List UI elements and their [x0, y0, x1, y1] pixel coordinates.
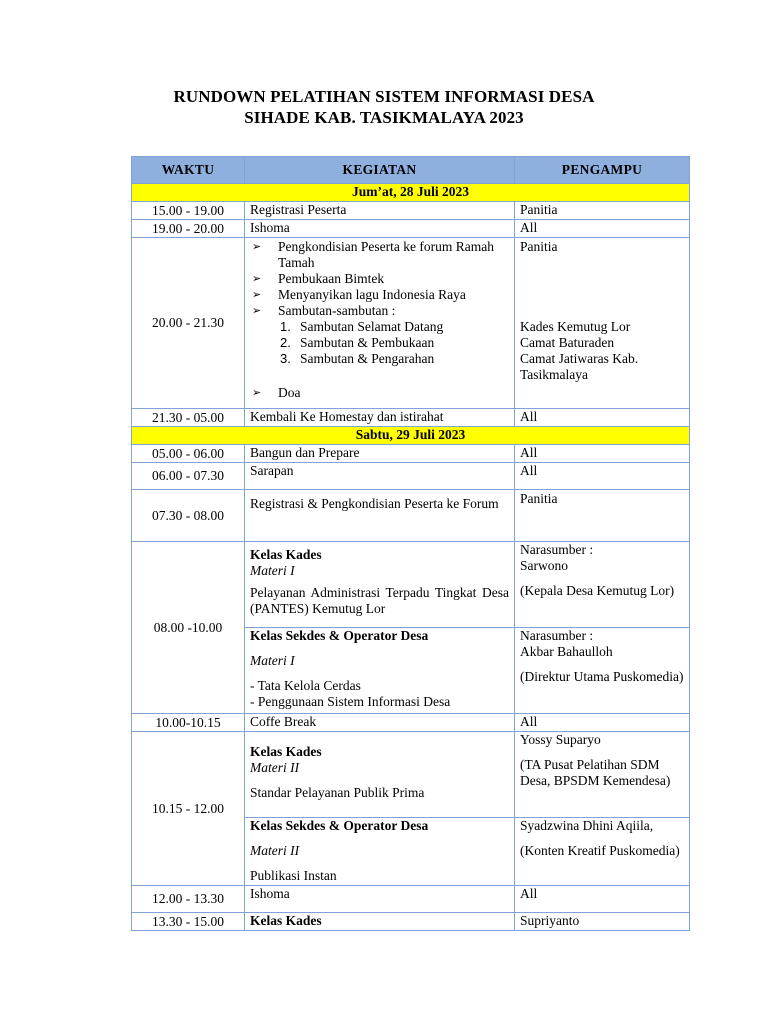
time-cell: 10.15 - 12.00: [132, 732, 245, 886]
list-item: [250, 303, 509, 367]
table-row: [132, 445, 690, 463]
day-label: Jum’at, 28 Juli 2023: [132, 184, 690, 202]
class-heading: Kelas Kades: [250, 547, 322, 562]
day-label: Sabtu, 29 Juli 2023: [132, 427, 690, 445]
activity-cell: [245, 542, 515, 628]
list-item: ➢ Pengkondisian Peserta ke forum Ramah Tamah: [250, 239, 509, 271]
time-cell: 19.00 - 20.00: [132, 220, 245, 238]
time-cell: 15.00 - 19.00: [132, 202, 245, 220]
class-heading: Kelas Sekdes & Operator Desa: [250, 818, 429, 833]
speech-list: [250, 319, 509, 367]
speaker-line: Sarwono: [520, 558, 568, 573]
speaker-cell: Panitia: [515, 490, 690, 542]
header-waktu: WAKTU: [132, 157, 245, 184]
activity-list: [250, 239, 509, 401]
activity-cell: Coffe Break: [245, 714, 515, 732]
list-item: ➢ Doa: [250, 385, 509, 401]
speaker-cell: [515, 542, 690, 628]
activity-cell: Bangun dan Prepare: [245, 445, 515, 463]
day-row-saturday: [132, 427, 690, 445]
speaker-line: Camat Jatiwaras Kab. Tasikmalaya: [520, 351, 639, 382]
rundown-table: [131, 156, 690, 931]
activity-cell: [245, 238, 515, 409]
table-row: [132, 409, 690, 427]
header-pengampu: PENGAMPU: [515, 157, 690, 184]
document-title-line1: RUNDOWN PELATIHAN SISTEM INFORMASI DESA: [173, 87, 595, 106]
speaker-line: Akbar Bahaulloh: [520, 644, 613, 659]
table-row: [132, 542, 690, 628]
table-row: [132, 463, 690, 490]
speaker-line: Kades Kemutug Lor: [520, 319, 631, 334]
time-cell: 12.00 - 13.30: [132, 886, 245, 913]
table-row: [132, 220, 690, 238]
speaker-cell: [515, 628, 690, 714]
header-kegiatan: KEGIATAN: [245, 157, 515, 184]
time-cell: 13.30 - 15.00: [132, 913, 245, 931]
activity-cell: Ishoma: [245, 886, 515, 913]
table-row: [132, 238, 690, 409]
material-description: Publikasi Instan: [250, 868, 337, 883]
activity-cell: Sarapan: [245, 463, 515, 490]
activity-cell: Registrasi Peserta: [245, 202, 515, 220]
day-row-friday: [132, 184, 690, 202]
activity-cell: [245, 628, 515, 714]
speaker-cell: All: [515, 463, 690, 490]
table-row: [132, 913, 690, 931]
list-item-label: Sambutan-sambutan :: [278, 303, 396, 318]
table-row: [132, 714, 690, 732]
time-cell: 05.00 - 06.00: [132, 445, 245, 463]
speaker-line: Panitia: [520, 239, 558, 254]
class-heading: Kelas Kades: [250, 744, 322, 759]
speaker-cell: Supriyanto: [515, 913, 690, 931]
time-cell: 07.30 - 08.00: [132, 490, 245, 542]
list-item: [250, 351, 509, 367]
list-item-label: Sambutan & Pembukaan: [300, 335, 435, 350]
speaker-line: (TA Pusat Pelatihan SDM Desa, BPSDM Kemendesa): [520, 757, 671, 788]
speaker-line: Yossy Suparyo: [520, 732, 601, 747]
time-cell: 06.00 - 07.30: [132, 463, 245, 490]
list-number: 3.: [280, 351, 291, 366]
table-row: [132, 490, 690, 542]
material-description: - Penggunaan Sistem Informasi Desa: [250, 694, 451, 709]
speaker-line: (Konten Kreatif Puskomedia): [520, 843, 680, 858]
list-number: 1.: [280, 319, 291, 334]
time-cell: 10.00-10.15: [132, 714, 245, 732]
speaker-line: Narasumber :: [520, 628, 594, 643]
list-item-label: Sambutan & Pengarahan: [300, 351, 435, 366]
table-row: [132, 732, 690, 818]
list-item: [250, 319, 509, 335]
class-heading: Kelas Sekdes & Operator Desa: [250, 628, 429, 643]
activity-cell: [245, 818, 515, 886]
table-header-row: [132, 157, 690, 184]
list-number: 2.: [280, 335, 291, 350]
activity-cell: Kembali Ke Homestay dan istirahat: [245, 409, 515, 427]
time-cell: 08.00 -10.00: [132, 542, 245, 714]
list-item: ➢ Menyanyikan lagu Indonesia Raya: [250, 287, 509, 303]
activity-cell: Kelas Kades: [245, 913, 515, 931]
speaker-cell: All: [515, 409, 690, 427]
speaker-cell: All: [515, 445, 690, 463]
material-description: - Tata Kelola Cerdas: [250, 678, 361, 693]
material-label: Materi I: [250, 563, 295, 578]
list-item: [250, 335, 509, 351]
speaker-line: Narasumber :: [520, 542, 594, 557]
speaker-cell: Panitia: [515, 202, 690, 220]
speaker-cell: All: [515, 220, 690, 238]
speaker-line: Syadzwina Dhini Aqiila,: [520, 818, 654, 833]
speaker-line: (Kepala Desa Kemutug Lor): [520, 583, 675, 598]
speaker-line: Camat Baturaden: [520, 335, 615, 350]
time-cell: 20.00 - 21.30: [132, 238, 245, 409]
material-label: Materi II: [250, 843, 300, 858]
material-description: Standar Pelayanan Publik Prima: [250, 785, 425, 800]
speaker-line: (Direktur Utama Puskomedia): [520, 669, 684, 684]
material-label: Materi I: [250, 653, 295, 668]
list-item-label: Sambutan Selamat Datang: [300, 319, 444, 334]
time-cell: 21.30 - 05.00: [132, 409, 245, 427]
material-label: Materi II: [250, 760, 300, 775]
activity-cell: [245, 732, 515, 818]
activity-cell: Registrasi & Pengkondisian Peserta ke Forum: [245, 490, 515, 542]
table-row: [132, 886, 690, 913]
document-title-line2: SIHADE KAB. TASIKMALAYA 2023: [244, 108, 524, 127]
table-row: [132, 202, 690, 220]
speaker-cell: All: [515, 886, 690, 913]
speaker-cell: [515, 732, 690, 818]
activity-cell: Ishoma: [245, 220, 515, 238]
material-description: Pelayanan Administrasi Terpadu Tingkat Desa (PANTES) Kemutug Lor: [250, 585, 509, 616]
speaker-cell: [515, 818, 690, 886]
list-item: ➢ Pembukaan Bimtek: [250, 271, 509, 287]
speaker-cell: All: [515, 714, 690, 732]
speaker-cell: [515, 238, 690, 409]
